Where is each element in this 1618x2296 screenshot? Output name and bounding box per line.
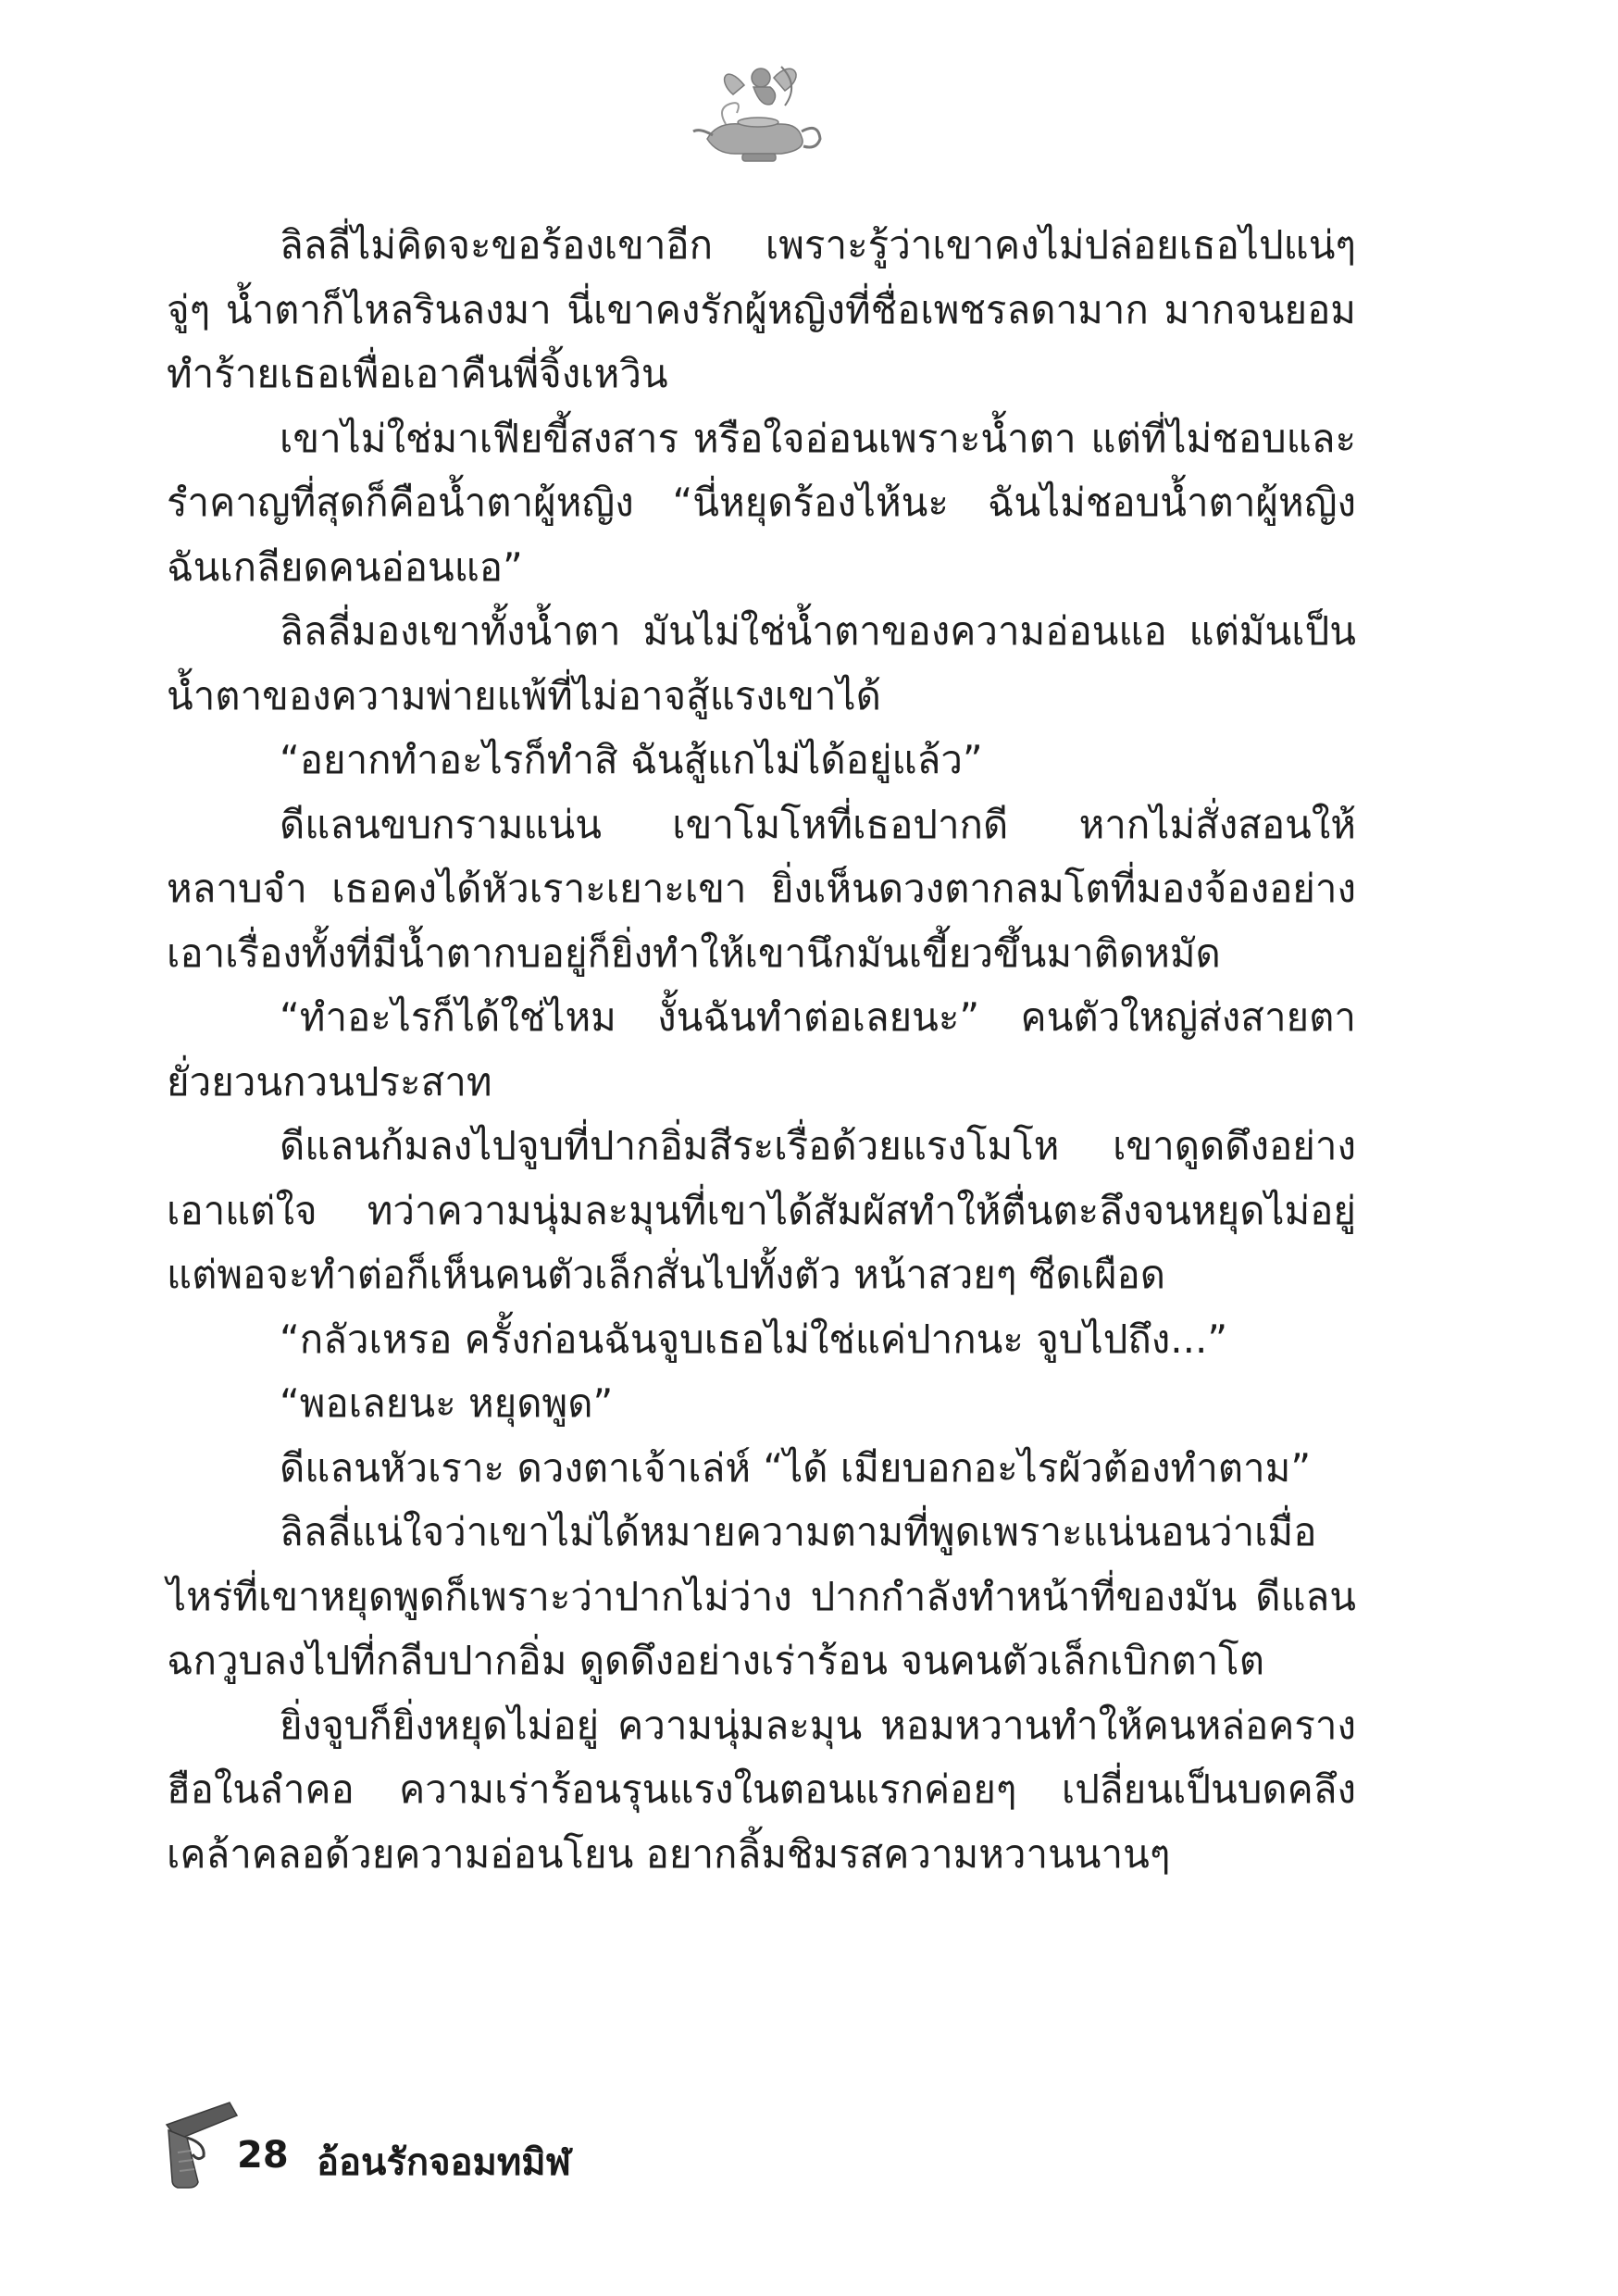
cupid-magic-lamp-icon (689, 57, 828, 168)
paragraph: ดีแลนก้มลงไปจูบที่ปากอิ่มสีระเรื่อด้วยแรงโมโห เขาดูดดึงอย่างเอาแต่ใจ ทว่าความนุ่มละมุนที่เขาได้สัมผัสทำให้ตื่นตะลึงจนหยุดไม่อยู่ แต่พอจะทำต่อก็เห็นคนตัวเล็กสั่นไปทั้งตัว หน้าสวยๆ ซีดเผือด (167, 1123, 1356, 1297)
paragraph: “ทำอะไรก็ได้ใช่ไหม งั้นฉันทำต่อเลยนะ” คนตัวใหญ่ส่งสายตายั่วยวนกวนประสาท (167, 994, 1356, 1104)
book-title: อ้อนรักจอมทมิฬ (317, 2141, 571, 2184)
paragraph: ดีแลนขบกรามแน่น เขาโมโหที่เธอปากดี หากไม่สั่งสอนให้หลาบจำ เธอคงได้หัวเราะเยาะเขา ยิ่งเห็นดวงตากลมโตที่มองจ้องอย่างเอาเรื่องทั้งที่มีน้ำตากบอยู่ก็ยิ่งทำให้เขานึกมันเขี้ยวขึ้นมาติดหมัด (167, 801, 1356, 976)
paragraph: เขาไม่ใช่มาเฟียขี้สงสาร หรือใจอ่อนเพราะน้ำตา แต่ที่ไม่ชอบและรำคาญที่สุดก็คือน้ำตาผู้หญิง “นี่หยุดร้องไห้นะ ฉันไม่ชอบน้ำตาผู้หญิง ฉันเกลียดคนอ่อนแอ” (167, 415, 1356, 590)
story-text (167, 213, 1356, 1886)
paragraph: ลิลลี่มองเขาทั้งน้ำตา มันไม่ใช่น้ำตาของความอ่อนแอ แต่มันเป็นน้ำตาของความพ่ายแพ้ที่ไม่อาจสู้แรงเขาได้ (167, 608, 1356, 718)
paragraph: ลิลลี่ไม่คิดจะขอร้องเขาอีก เพราะรู้ว่าเขาคงไม่ปล่อยเธอไปแน่ๆ จู่ๆ น้ำตาก็ไหลรินลงมา นี่เขาคงรักผู้หญิงที่ชื่อเพชรลดามาก มากจนยอมทำร้ายเธอเพื่อเอาคืนพี่จิ้งเหวิน (167, 222, 1356, 396)
paragraph: “กลัวเหรอ ครั้งก่อนฉันจูบเธอไม่ใช่แค่ปากนะ จูบไปถึง...” (280, 1316, 1228, 1362)
paragraph: “อยากทำอะไรก็ทำสิ ฉันสู้แกไม่ได้อยู่แล้ว” (280, 737, 983, 782)
page-footer (150, 2097, 798, 2199)
page-number: 28 (237, 2134, 289, 2177)
paragraph: “พอเลยนะ หยุดพูด” (280, 1380, 614, 1426)
paragraph: ดีแลนหัวเราะ ดวงตาเจ้าเล่ห์ “ได้ เมียบอกอะไรผัวต้องทำตาม” (280, 1444, 1312, 1491)
paragraph: ยิ่งจูบก็ยิ่งหยุดไม่อยู่ ความนุ่มละมุน หอมหวานทำให้คนหล่อครางฮือในลำคอ ความเร่าร้อนรุนแรงในตอนแรกค่อยๆ เปลี่ยนเป็นบดคลึงเคล้าคลอด้วยความอ่อนโยน อยากลิ้มชิมรสความหวานนานๆ (167, 1702, 1356, 1877)
paragraph: ลิลลี่แน่ใจว่าเขาไม่ได้หมายความตามที่พูดเพราะแน่นอนว่าเมื่อไหร่ที่เขาหยุดพูดก็เพราะว่าปากไม่ว่าง ปากกำลังทำหน้าที่ของมัน ดีแลนฉกวูบลงไปที่กลีบปากอิ่ม ดูดดึงอย่างเร่าร้อน จนคนตัวเล็กเบิกตาโต (167, 1509, 1356, 1683)
